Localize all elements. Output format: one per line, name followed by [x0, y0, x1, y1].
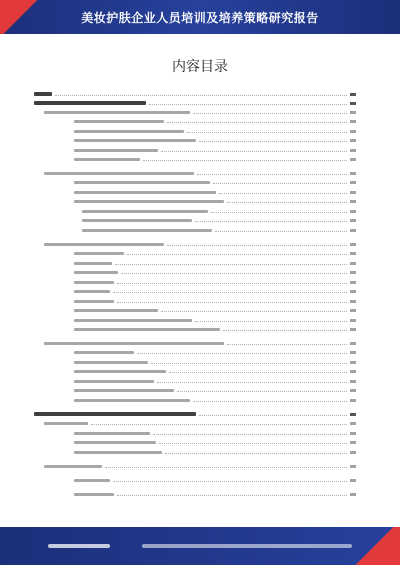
toc-entry — [34, 490, 356, 498]
toc-entry — [34, 462, 356, 470]
toc-entry — [34, 155, 356, 163]
toc-entry — [34, 169, 356, 177]
toc-entry — [34, 259, 356, 267]
toc-entry — [34, 146, 356, 154]
toc-entry — [34, 207, 356, 215]
toc-entry — [34, 339, 356, 347]
toc-entry — [34, 438, 356, 446]
toc-entry — [34, 476, 356, 484]
toc-entry — [34, 386, 356, 394]
toc-entry — [34, 410, 356, 418]
report-title: 美妆护肤企业人员培训及培养策略研究报告 — [81, 11, 319, 25]
toc-entry — [34, 216, 356, 224]
toc-entry — [34, 358, 356, 366]
footer-tagline-placeholder — [142, 544, 352, 548]
toc-entry — [34, 377, 356, 385]
toc-entry — [34, 419, 356, 427]
toc-entry — [34, 268, 356, 276]
toc-title: 内容目录 — [172, 59, 228, 75]
toc-entry — [34, 325, 356, 333]
toc-entry — [34, 367, 356, 375]
toc-entry — [34, 117, 356, 125]
toc-entry — [34, 306, 356, 314]
toc-entry — [34, 90, 356, 98]
toc-entry — [34, 99, 356, 107]
toc-list — [34, 90, 356, 522]
footer-bar — [0, 527, 400, 565]
toc-entry — [34, 448, 356, 456]
toc-entry — [34, 108, 356, 116]
toc-entry — [34, 197, 356, 205]
toc-entry — [34, 396, 356, 404]
toc-entry — [34, 429, 356, 437]
footer-slogan-placeholder — [48, 544, 110, 548]
toc-entry — [34, 297, 356, 305]
toc-entry — [34, 249, 356, 257]
toc-entry — [34, 178, 356, 186]
toc-entry — [34, 316, 356, 324]
toc-entry — [34, 287, 356, 295]
toc-entry — [34, 240, 356, 248]
header-bar — [0, 0, 400, 34]
toc-entry — [34, 226, 356, 234]
toc-entry — [34, 127, 356, 135]
toc-entry — [34, 136, 356, 144]
toc-entry — [34, 188, 356, 196]
toc-entry — [34, 348, 356, 356]
toc-entry — [34, 278, 356, 286]
